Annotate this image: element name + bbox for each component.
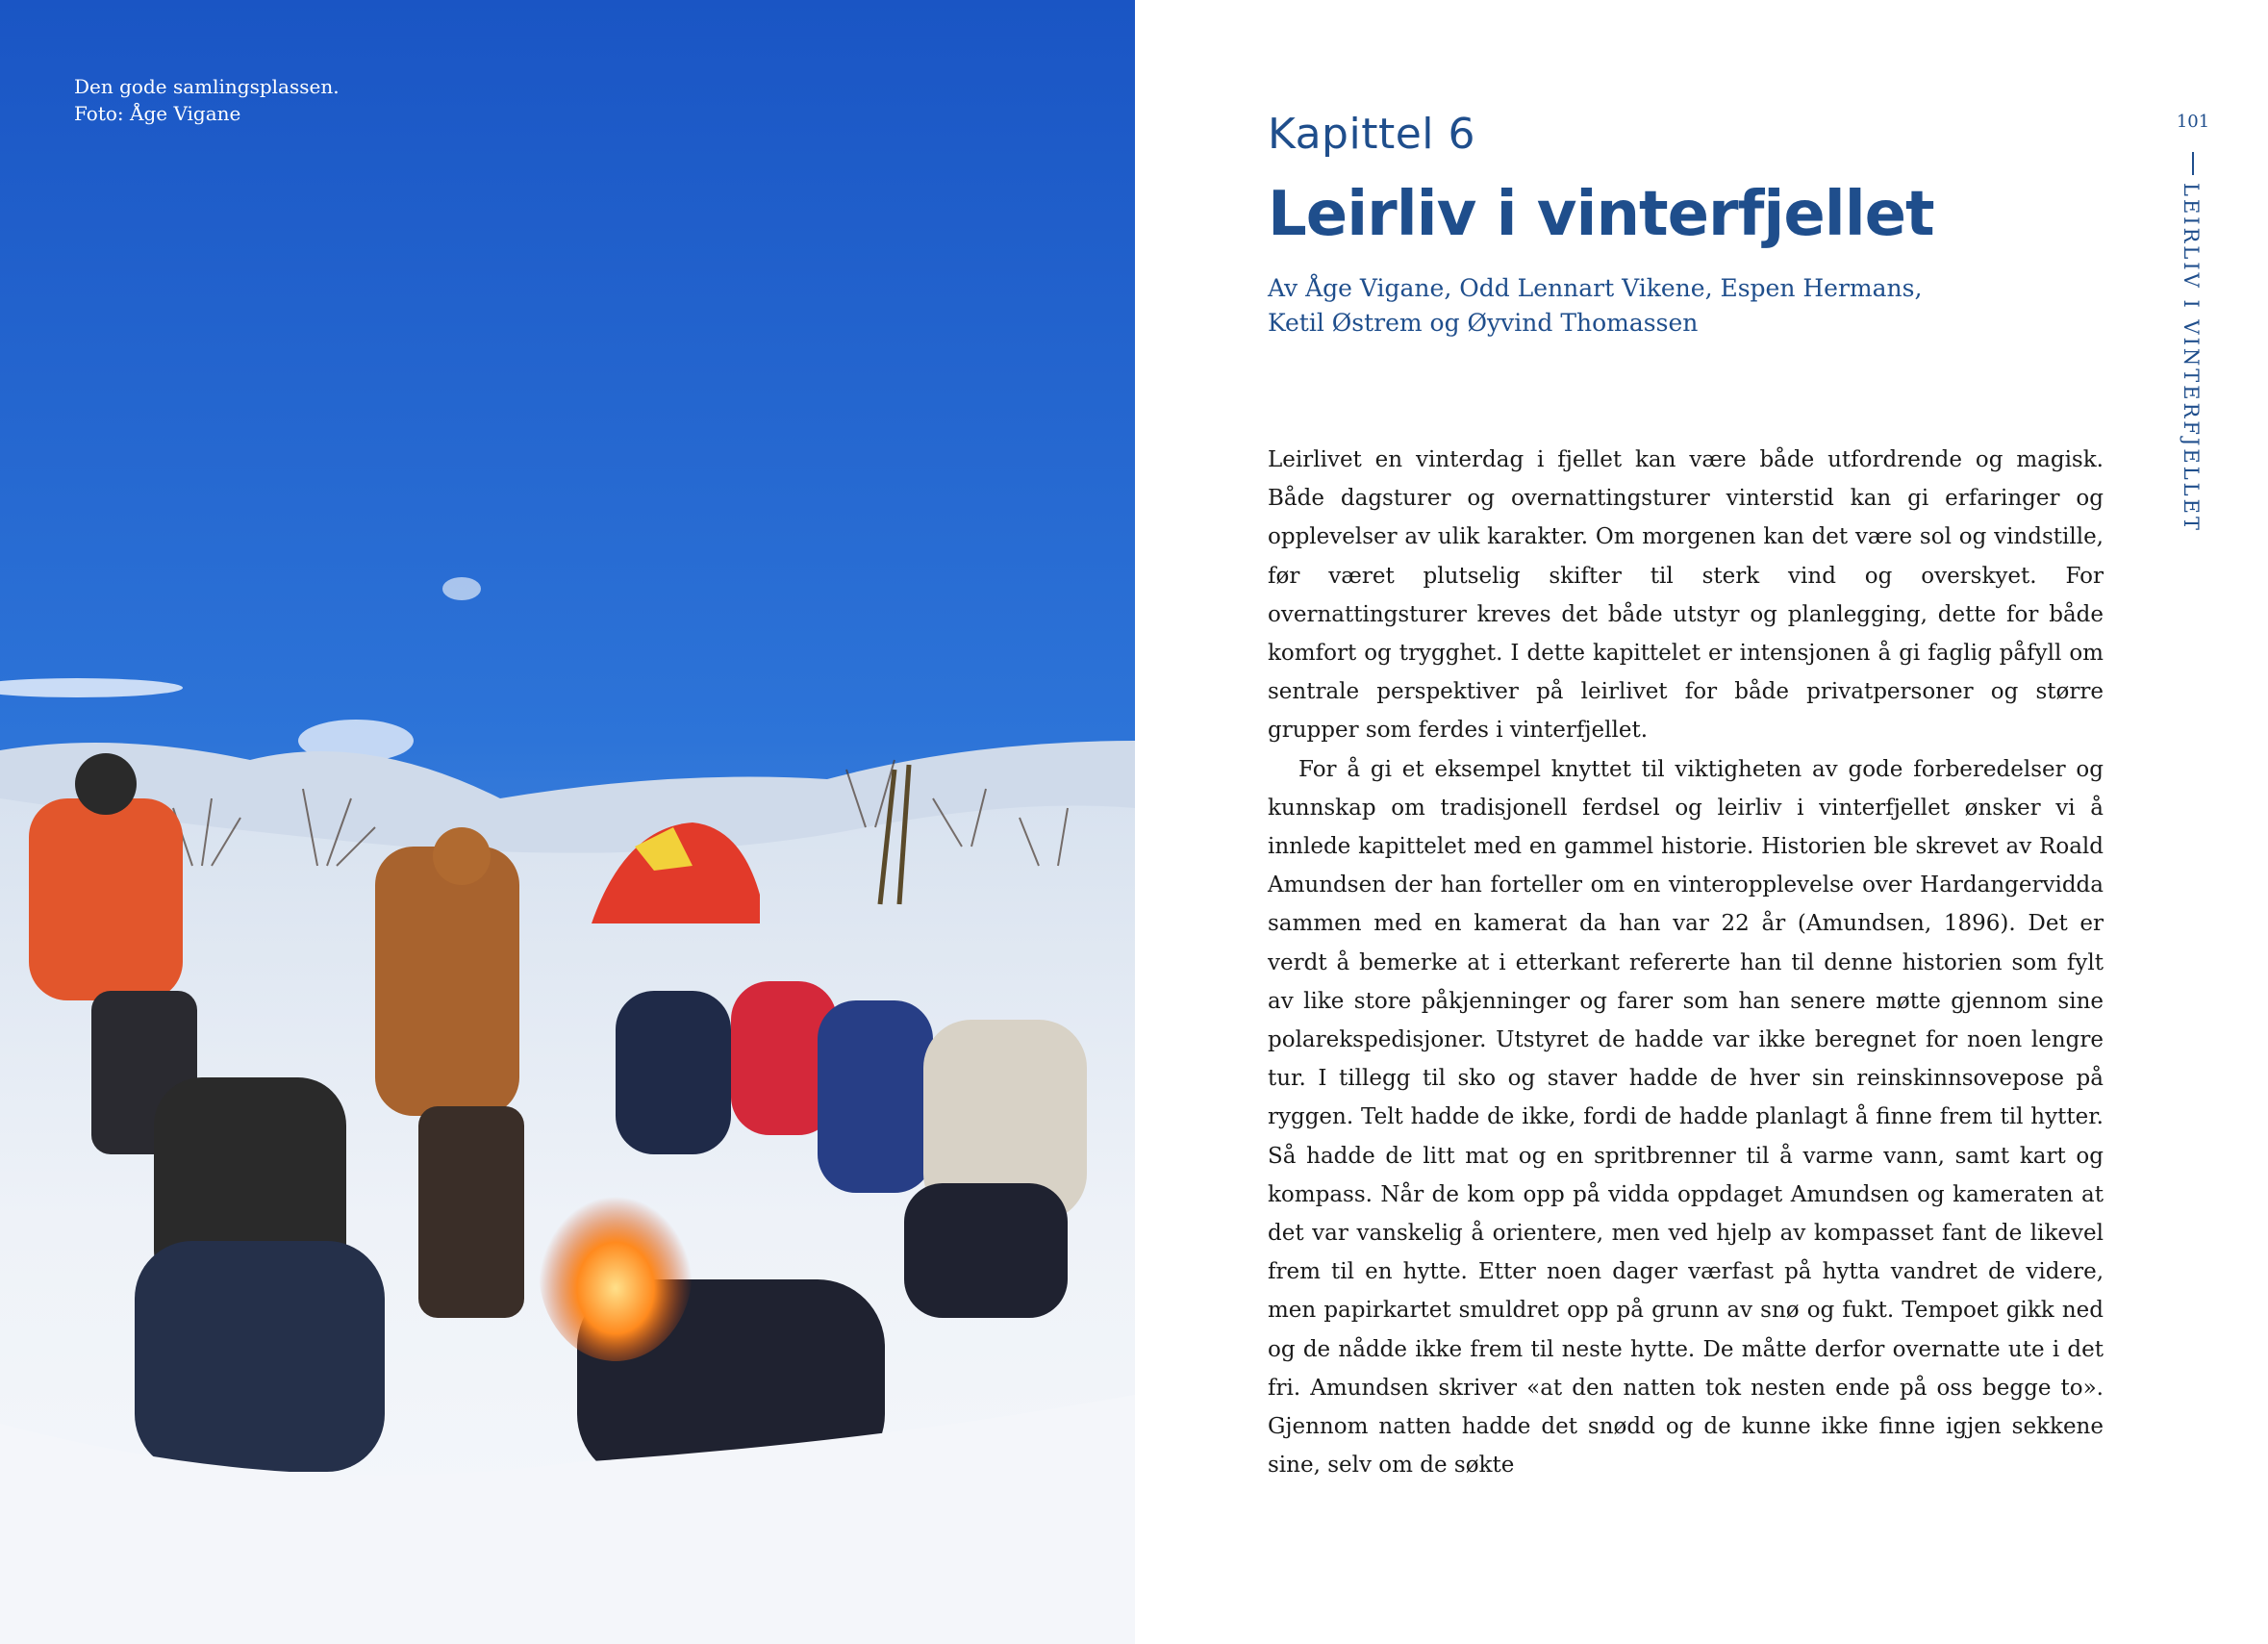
paragraph: Leirlivet en vinterdag i fjellet kan være både utfordrende og magisk. Både dagsturer og overnattingsturer vinterstid kan gi erfaringer og opplevelser av ulik karakter. Om morgenen kan det være sol og vindstille, før været plutselig skifter til sterk vind og overskyet. For overnattingsturer kreves det både utstyr og planlegging, dette for både komfort og trygghet. I dette kapittelet er intensjonen å gi faglig påfyll om sentrale perspektiver på leirlivet for både privatpersoner og større grupper som ferdes i vinterfjellet.: [1268, 447, 2104, 744]
running-head: LEIRLIV I VINTERFJELLET: [2180, 183, 2203, 533]
margin-rule: [2192, 152, 2194, 175]
chapter-authors: [1268, 271, 1999, 341]
caption-description: Den gode samlingsplassen.: [74, 75, 340, 98]
authors-line: Ketil Østrem og Øyvind Thomassen: [1268, 309, 1699, 337]
chapter-title: Leirliv i vinterfjellet: [1268, 179, 1934, 250]
chapter-label: Kapittel 6: [1268, 110, 1475, 159]
body-text: [1268, 441, 2104, 1484]
photo-caption: [74, 73, 340, 127]
caption-credit: Foto: Åge Vigane: [74, 102, 241, 125]
paragraph: For å gi et eksempel knyttet til viktigheten av gode forberedelser og kunnskap om tradisjonell ferdsel og leirliv i vinterfjellet ønsker vi å innlede kapittelet med en gammel historie. Historien ble skrevet av Roald Amundsen der han forteller om en vinteropplevelse over Hardangervidda sammen med en kamerat da han var 22 år (Amundsen, 1896). Det er verdt å bemerke at i etterkant refererte han til denne historien som fylt av like store påkjenninger og farer som han senere møtte gjennom sine polarekspedisjoner. Utstyret de hadde var ikke beregnet for noen lengre tur. I tillegg til sko og staver hadde de hver sin reinskinnsovepose på ryggen. Telt hadde de ikke, fordi de hadde planlagt å finne frem til hytter. Så hadde de litt mat og en spritbrenner til å varme vann, samt kart og kompass. Når de kom opp på vidda oppdaget Amundsen og kameraten at det var vanskelig å orientere, men ved hjelp av kompasset fant de likevel frem til en hytte. Etter noen dager værfast på hytta vandret de videre, men papirkartet smuldret opp på grunn av snø og fukt. Tempoet gikk ned og de nådde ikke frem til neste hytte. De måtte derfor overnatte ute i det fri. Amundsen skriver «at den natten tok nesten ende på oss begge to». Gjennom natten hadde det snødd og de kunne ikke finne igjen sekkene sine, selv om de søkte: [1268, 756, 2104, 1479]
text-page: [1135, 0, 2268, 1644]
page-number: 101: [2176, 112, 2210, 132]
authors-line: Av Åge Vigane, Odd Lennart Vikene, Espen Hermans,: [1268, 274, 1923, 302]
